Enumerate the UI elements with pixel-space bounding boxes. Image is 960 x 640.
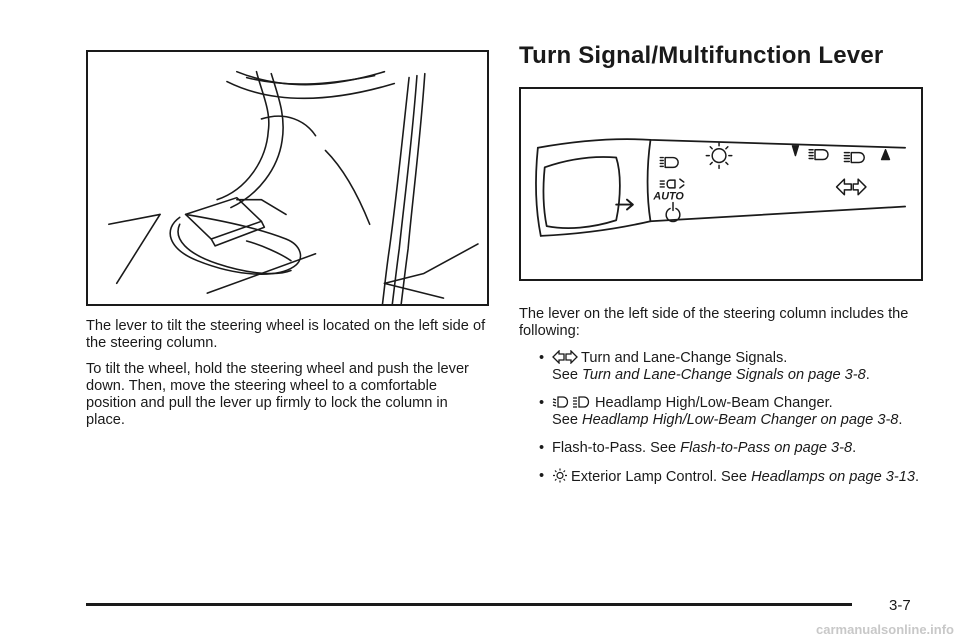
page-reference-link[interactable]: Headlamps on page 3-13 <box>751 469 915 485</box>
list-item: • Flash-to-Pass. See Flash-to-Pass on page 3-8. <box>539 440 857 456</box>
list-item: • Headlamp High/Low-Beam Changer. See Headlamp High/Low-Beam Changer on page 3-8. <box>539 395 903 428</box>
left-column-text <box>86 318 486 438</box>
see-label: See <box>552 367 583 383</box>
paragraph-tilt-instructions: To tilt the wheel, hold the steering wheel and push the lever down. Then, move the steering wheel to a comfortable position and pull the lever up firmly to lock the column in place. <box>86 361 469 428</box>
multifunction-lever-illustration <box>519 87 923 281</box>
turn-signal-arrows-icon <box>552 350 578 364</box>
list-item: • Turn and Lane-Change Signals. See Turn and Lane-Change Signals on page 3-8. <box>539 350 870 383</box>
feature-list <box>519 350 929 486</box>
headlamp-beam-icon <box>552 395 592 409</box>
page-number: 3-7 <box>889 597 911 614</box>
list-item-text: Turn and Lane-Change Signals. <box>581 350 788 366</box>
list-item-text: Headlamp High/Low-Beam Changer. <box>595 395 833 411</box>
page-reference-link[interactable]: Headlamp High/Low-Beam Changer on page 3-8 <box>582 412 899 428</box>
intro-paragraph: The lever on the left side of the steering column includes the following: <box>519 306 909 339</box>
auto-label: AUTO <box>653 190 684 203</box>
footer-rule <box>86 603 852 606</box>
watermark: carmanualsonline.info <box>816 622 954 637</box>
right-column-text <box>519 306 929 497</box>
section-heading: Turn Signal/Multifunction Lever <box>519 42 884 69</box>
see-label: See <box>552 412 583 428</box>
page-reference-link[interactable]: Turn and Lane-Change Signals on page 3-8 <box>582 367 866 383</box>
list-item-text: Flash-to-Pass. See <box>552 440 681 456</box>
page-reference-link[interactable]: Flash-to-Pass on page 3-8 <box>680 440 853 456</box>
paragraph-tilt-location: The lever to tilt the steering wheel is located on the left side of the steering column. <box>86 318 486 351</box>
tilt-lever-illustration <box>86 50 489 306</box>
list-item: • Exterior Lamp Control. See Headlamps on page 3-13. <box>539 468 920 485</box>
list-item-text: Exterior Lamp Control. See <box>571 469 752 485</box>
exterior-lamp-icon <box>552 468 568 483</box>
